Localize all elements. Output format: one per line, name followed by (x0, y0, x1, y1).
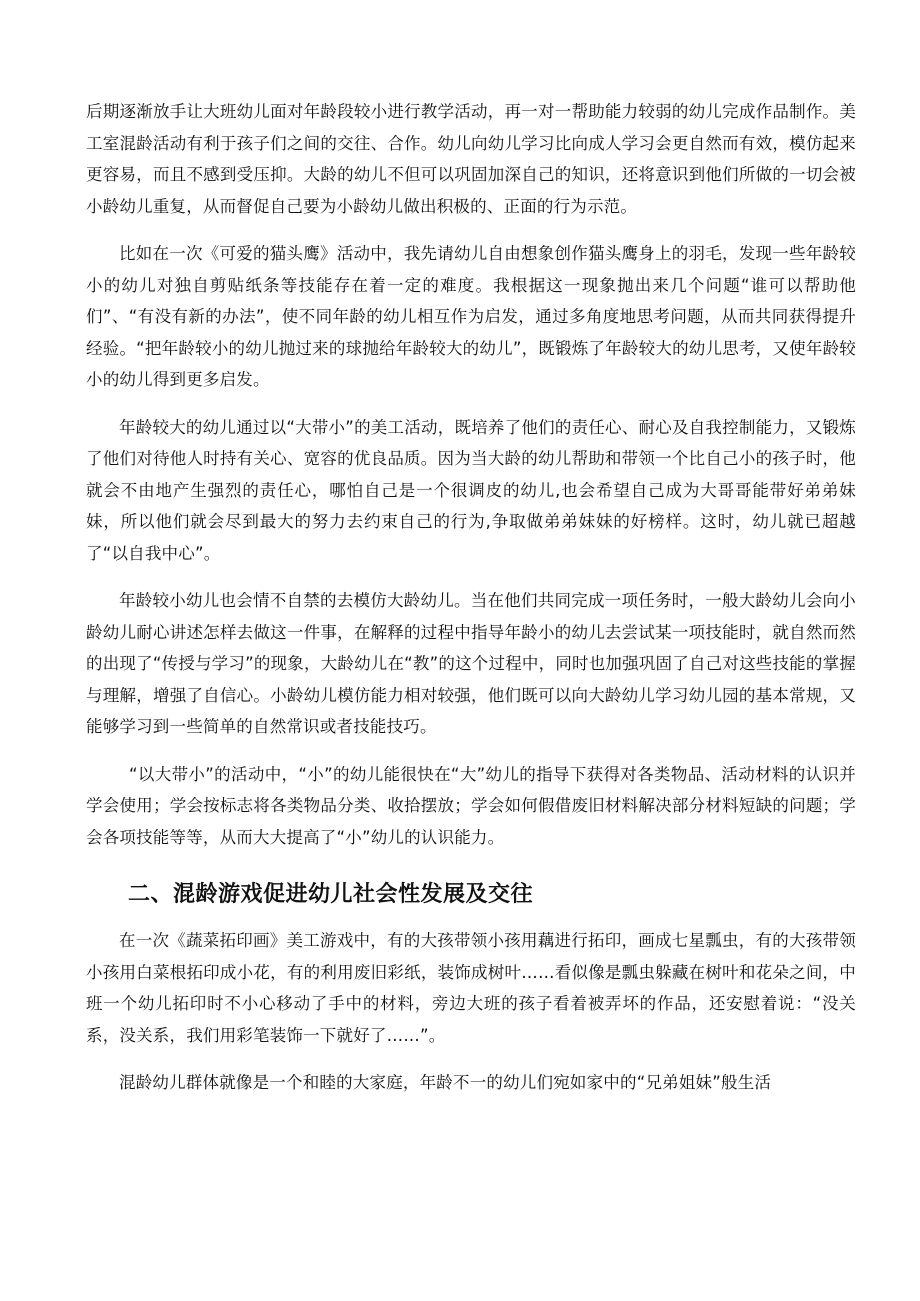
paragraph-older-children: 年龄较大的幼儿通过以“大带小”的美工活动，既培养了他们的责任心、耐心及自我控制能力，又锻炼了他们对待他人时持有关心、宽容的优良品质。因为当大龄的幼儿帮助和带领一个比自己小的孩子时，他就会不由地产生强烈的责任心，哪怕自己是一个很调皮的幼儿,也会希望自己成为大哥哥能带好弟弟妹妹，所以他们就会尽到最大的努力去约束自己的行为,争取做弟弟妹妹的好榜样。这时，幼儿就已超越了“以自我中心”。 (86, 417, 856, 563)
document-body (86, 96, 856, 1099)
paragraph-big-leads-small: “以大带小”的活动中，“小”的幼儿能很快在“大”幼儿的指导下获得对各类物品、活动材料的认识并学会使用；学会按标志将各类物品分类、收拾摆放；学会如何假借废旧材料解决部分材料短缺的问题；学会各项技能等等，从而大大提高了“小”幼儿的认识能力。 (86, 764, 856, 847)
paragraph-owl-activity: 比如在一次《可爱的猫头鹰》活动中，我先请幼儿自由想象创作猫头鹰身上的羽毛，发现一些年龄较小的幼儿对独自剪贴纸条等技能存在着一定的难度。我根据这一现象抛出来几个问题“谁可以帮助他们”、“有没有新的办法”，使不同年龄的幼儿相互作为启发，通过多角度地思考问题，从而共同获得提升经验。“把年龄较小的幼儿抛过来的球抛给年龄较大的幼儿”，既锻炼了年龄较大的幼儿思考，又使年龄较小的幼儿得到更多启发。 (86, 244, 856, 389)
section-heading: 二、混龄游戏促进幼儿社会性发展及交往 (128, 882, 534, 907)
paragraph-continuation: 后期逐渐放手让大班幼儿面对年龄段较小进行教学活动，再一对一帮助能力较弱的幼儿完成作品制作。美工室混龄活动有利于孩子们之间的交往、合作。幼儿向幼儿学习比向成人学习会更自然而有效，模仿起来更容易，而且不感到受压抑。大龄的幼儿不但可以巩固加深自己的知识，还将意识到他们所做的一切会被小龄幼儿重复，从而督促自己要为小龄幼儿做出积极的、正面的行为示范。 (86, 102, 856, 216)
paragraph-mixed-age-family: 混龄幼儿群体就像是一个和睦的大家庭，年龄不一的幼儿们宛如家中的“兄弟姐妹”般生活 (119, 1073, 772, 1092)
paragraph-younger-children: 年龄较小幼儿也会情不自禁的去模仿大龄幼儿。当在他们共同完成一项任务时，一般大龄幼儿会向小龄幼儿耐心讲述怎样去做这一件事，在解释的过程中指导年龄小的幼儿去尝试某一项技能时，就自然而然的出现了“传授与学习”的现象，大龄幼儿在“教”的这个过程中，同时也加强巩固了自己对这些技能的掌握与理解，增强了自信心。小龄幼儿模仿能力相对较强，他们既可以向大龄幼儿学习幼儿园的基本常规，又能够学习到一些简单的自然常识或者技能技巧。 (86, 591, 856, 736)
paragraph-vegetable-print: 在一次《蔬菜拓印画》美工游戏中，有的大孩带领小孩用藕进行拓印，画成七星瓢虫，有的大孩带领小孩用白菜根拓印成小花，有的利用废旧彩纸，装饰成树叶……看似像是瓢虫躲藏在树叶和花朵之间，中班一个幼儿拓印时不小心移动了手中的材料，旁边大班的孩子看着被弄坏的作品，还安慰着说：“没关系，没关系，我们用彩笔装饰一下就好了……”。 (86, 931, 856, 1045)
